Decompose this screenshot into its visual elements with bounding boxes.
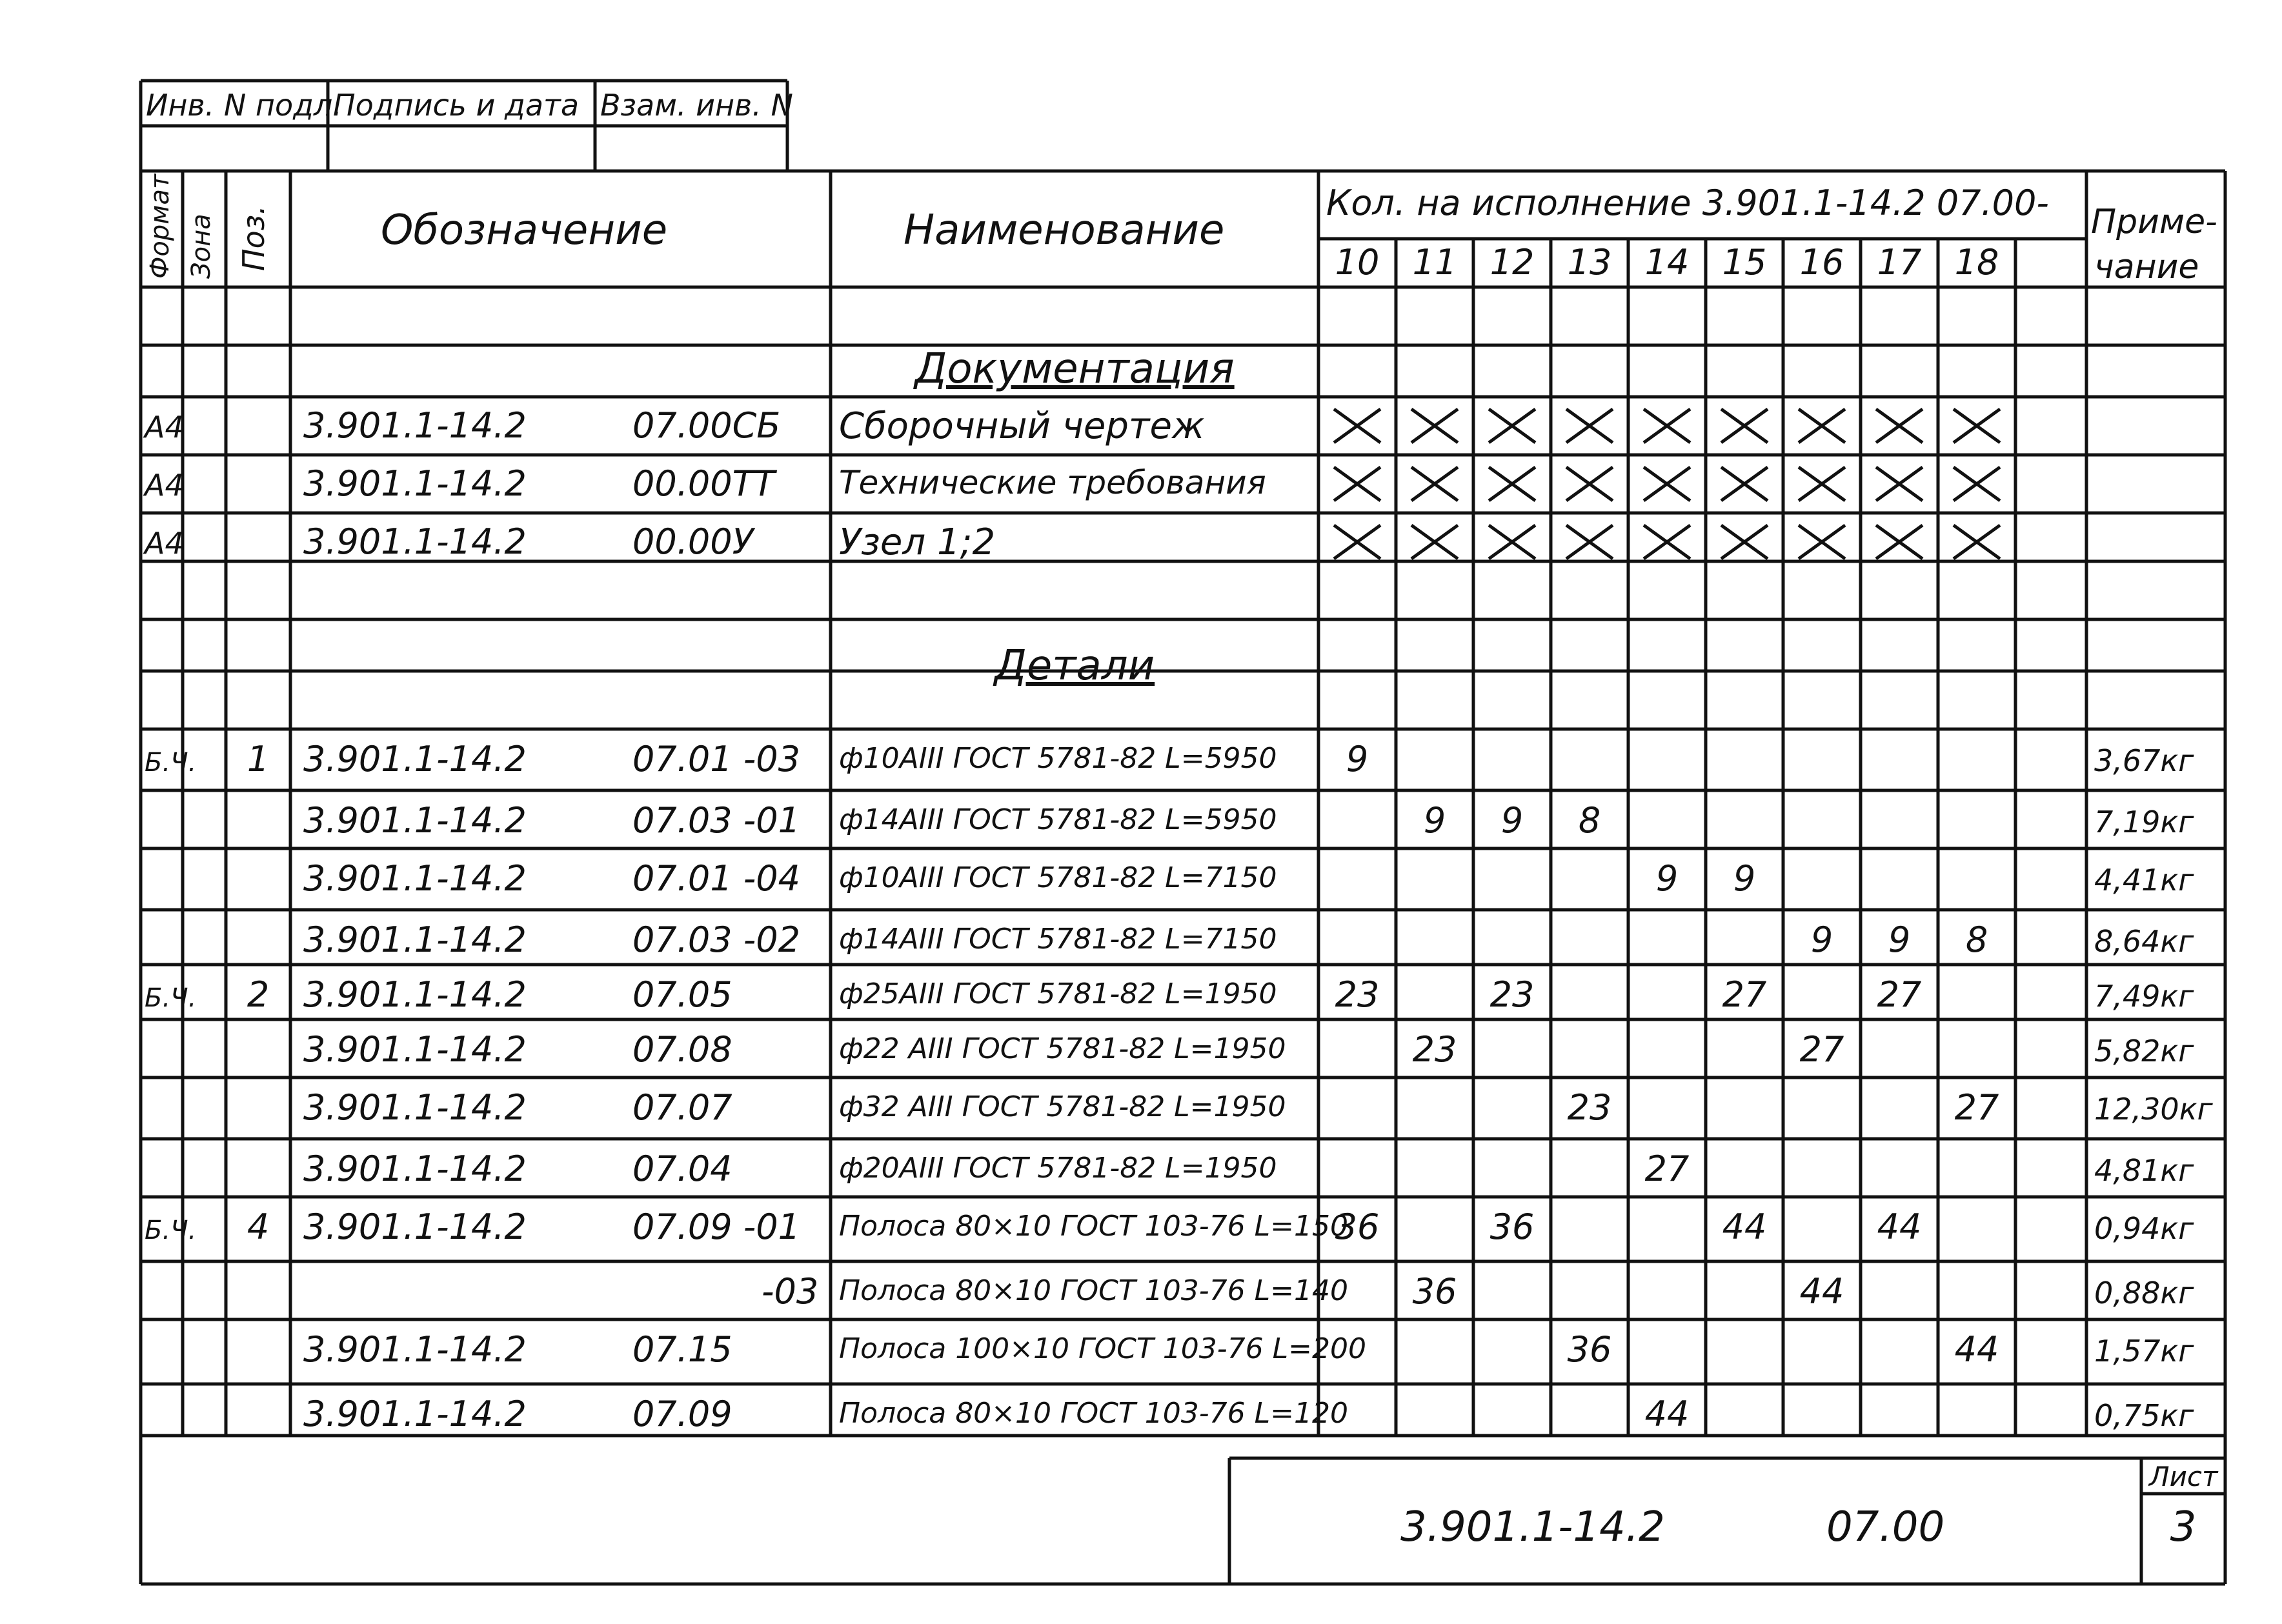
detail-row-qty: 36 [1489,1207,1535,1247]
detail-row-qty: 9 [1810,919,1833,960]
cross-mark-icon [1951,523,2003,561]
detail-row-qty: 36 [1335,1207,1380,1247]
detail-row-code: 3.901.1-14.2 [303,974,527,1015]
detail-row-poz: 2 [247,974,270,1015]
detail-row-qty: 44 [1722,1207,1767,1247]
detail-row-qty: 44 [1954,1329,1999,1370]
detail-row-code: 3.901.1-14.2 [303,739,527,779]
cross-mark-icon [1951,465,2003,503]
cross-mark-icon [1564,465,1615,503]
detail-row-suffix: 07.03 -02 [632,919,800,960]
detail-row-suffix: 07.04 [632,1148,732,1189]
detail-row-qty: 23 [1335,974,1380,1015]
cross-mark-icon [1331,465,1383,503]
detail-row-note: 4,81кг [2094,1153,2194,1188]
section-details: Детали [994,642,1155,690]
detail-row-name: ф32 АIII ГОСТ 5781-82 L=1950 [839,1090,1286,1123]
detail-row-code: 3.901.1-14.2 [303,1394,527,1434]
cross-mark-icon [1641,465,1693,503]
doc-row-name: Технические требования [839,464,1266,501]
header-variant-18: 18 [1954,242,1999,283]
detail-row-qty: 9 [1423,800,1446,841]
cross-mark-icon [1873,465,1925,503]
doc-row-suffix: 00.00У [632,521,754,562]
header-poz: Поз. [236,205,271,271]
detail-row-qty: 27 [1954,1087,1999,1128]
detail-row-qty: 9 [1346,739,1369,779]
cross-mark-icon [1409,523,1460,561]
title-block-doc-suffix: 07.00 [1826,1503,1945,1551]
cross-mark-icon [1486,406,1538,445]
detail-row-note: 0,94кг [2094,1211,2194,1246]
cross-mark-icon [1641,406,1693,445]
doc-row-code: 3.901.1-14.2 [303,521,527,562]
title-block-doc-code: 3.901.1-14.2 [1400,1503,1665,1551]
title-block-sheet-number: 3 [2170,1503,2197,1551]
cross-mark-icon [1564,523,1615,561]
detail-row-qty: 36 [1412,1271,1457,1312]
detail-row-qty: 27 [1799,1029,1844,1070]
section-documentation: Документация [914,345,1235,393]
detail-row-note: 7,19кг [2094,805,2194,839]
header-oboznachenie: Обозначение [381,206,668,254]
detail-row-note: 1,57кг [2094,1334,2194,1368]
stamp-vzam-inv-label: Взам. инв. N [600,88,793,123]
cross-mark-icon [1331,406,1383,445]
cross-mark-icon [1719,523,1770,561]
detail-row-name: ф10АIII ГОСТ 5781-82 L=5950 [839,742,1277,775]
detail-row-note: 5,82кг [2094,1034,2194,1068]
detail-row-poz: 4 [247,1207,270,1247]
header-variant-11: 11 [1412,242,1457,283]
title-block-sheet-label: Лист [2149,1461,2218,1492]
header-variant-12: 12 [1489,242,1535,283]
detail-row-code: 3.901.1-14.2 [303,1329,527,1370]
detail-row-name: ф14АIII ГОСТ 5781-82 L=5950 [839,803,1277,836]
detail-row-format: Б.Ч. [145,983,197,1013]
detail-row-suffix: 07.01 -04 [632,858,800,899]
detail-row-code: 3.901.1-14.2 [303,858,527,899]
detail-row-code: 3.901.1-14.2 [303,1207,527,1247]
detail-row-name: ф25АIII ГОСТ 5781-82 L=1950 [839,977,1277,1010]
detail-row-qty: 23 [1412,1029,1457,1070]
cross-mark-icon [1564,406,1615,445]
detail-row-poz: 1 [247,739,270,779]
detail-row-qty: 44 [1877,1207,1922,1247]
header-format: Формат [145,174,175,279]
detail-row-qty: 9 [1888,919,1911,960]
detail-row-name: ф22 АIII ГОСТ 5781-82 L=1950 [839,1032,1286,1065]
detail-row-suffix: 07.03 -01 [632,800,800,841]
detail-row-note: 4,41кг [2094,863,2194,897]
header-kol-title: Кол. на исполнение 3.901.1-14.2 07.00- [1326,183,2049,223]
cross-mark-icon [1951,406,2003,445]
detail-row-name: Полоса 100×10 ГОСТ 103-76 L=200 [839,1332,1366,1365]
detail-row-suffix: 07.05 [632,974,732,1015]
header-primechanie-1: Приме- [2091,203,2217,241]
detail-row-note: 12,30кг [2094,1092,2213,1127]
detail-row-qty: 27 [1722,974,1767,1015]
detail-row-qty: 44 [1799,1271,1844,1312]
detail-row-qty: 8 [1965,919,1988,960]
detail-row-qty: 9 [1733,858,1756,899]
detail-row-qty: 8 [1578,800,1601,841]
detail-row-qty: 23 [1489,974,1535,1015]
cross-mark-icon [1873,406,1925,445]
header-variant-15: 15 [1722,242,1767,283]
doc-row-format: А4 [145,526,184,561]
header-zona: Зона [187,214,216,279]
detail-row-suffix: 07.08 [632,1029,732,1070]
stamp-podpis-data-label: Подпись и дата [333,88,580,123]
detail-row-note: 7,49кг [2094,979,2194,1014]
cross-mark-icon [1719,406,1770,445]
cross-mark-icon [1796,465,1848,503]
detail-row-code: 3.901.1-14.2 [303,800,527,841]
detail-row-name: ф14АIII ГОСТ 5781-82 L=7150 [839,923,1277,956]
stamp-inv-podl-label: Инв. N подл. [146,88,342,123]
detail-row-note: 0,88кг [2094,1276,2194,1310]
cross-mark-icon [1331,523,1383,561]
doc-row-format: А4 [145,468,184,503]
header-primechanie-2: чание [2094,248,2199,286]
doc-row-suffix: 07.00СБ [632,405,781,446]
detail-row-format: Б.Ч. [145,1216,197,1245]
detail-row-qty: 9 [1500,800,1524,841]
cross-mark-icon [1796,523,1848,561]
detail-row-code: 3.901.1-14.2 [303,919,527,960]
detail-row-name: Полоса 80×10 ГОСТ 103-76 L=150 [839,1210,1348,1243]
detail-row-name: ф10АIII ГОСТ 5781-82 L=7150 [839,861,1277,894]
cross-mark-icon [1796,406,1848,445]
cross-mark-icon [1486,523,1538,561]
detail-row-suffix: 07.01 -03 [632,739,800,779]
detail-row-suffix: 07.15 [632,1329,732,1370]
detail-row-qty: 36 [1567,1329,1612,1370]
detail-row-code: 3.901.1-14.2 [303,1087,527,1128]
header-variant-13: 13 [1567,242,1612,283]
detail-row-suffix: 07.07 [632,1087,732,1128]
header-variant-14: 14 [1644,242,1690,283]
detail-row-name: Полоса 80×10 ГОСТ 103-76 L=140 [839,1274,1348,1307]
doc-row-format: А4 [145,410,184,445]
cross-mark-icon [1719,465,1770,503]
detail-row-suffix: -03 [762,1271,819,1312]
header-variant-17: 17 [1877,242,1922,283]
detail-row-name: Полоса 80×10 ГОСТ 103-76 L=120 [839,1397,1348,1430]
cross-mark-icon [1409,465,1460,503]
detail-row-note: 3,67кг [2094,743,2194,778]
detail-row-suffix: 07.09 [632,1394,732,1434]
detail-row-qty: 23 [1567,1087,1612,1128]
detail-row-format: Б.Ч. [145,748,197,777]
doc-row-code: 3.901.1-14.2 [303,463,527,504]
doc-row-name: Узел 1;2 [839,521,996,563]
detail-row-note: 0,75кг [2094,1398,2194,1433]
detail-row-qty: 27 [1644,1148,1690,1189]
detail-row-suffix: 07.09 -01 [632,1207,800,1247]
header-naimenovanie: Наименование [904,206,1225,254]
detail-row-qty: 44 [1644,1394,1690,1434]
detail-row-code: 3.901.1-14.2 [303,1029,527,1070]
doc-row-code: 3.901.1-14.2 [303,405,527,446]
doc-row-name: Сборочный чертеж [839,405,1205,447]
cross-mark-icon [1486,465,1538,503]
detail-row-name: ф20АIII ГОСТ 5781-82 L=1950 [839,1152,1277,1185]
doc-row-suffix: 00.00ТТ [632,463,775,504]
detail-row-note: 8,64кг [2094,924,2194,959]
cross-mark-icon [1641,523,1693,561]
cross-mark-icon [1409,406,1460,445]
cross-mark-icon [1873,523,1925,561]
detail-row-code: 3.901.1-14.2 [303,1148,527,1189]
detail-row-qty: 9 [1655,858,1679,899]
detail-row-qty: 27 [1877,974,1922,1015]
header-variant-10: 10 [1335,242,1380,283]
header-variant-16: 16 [1799,242,1844,283]
